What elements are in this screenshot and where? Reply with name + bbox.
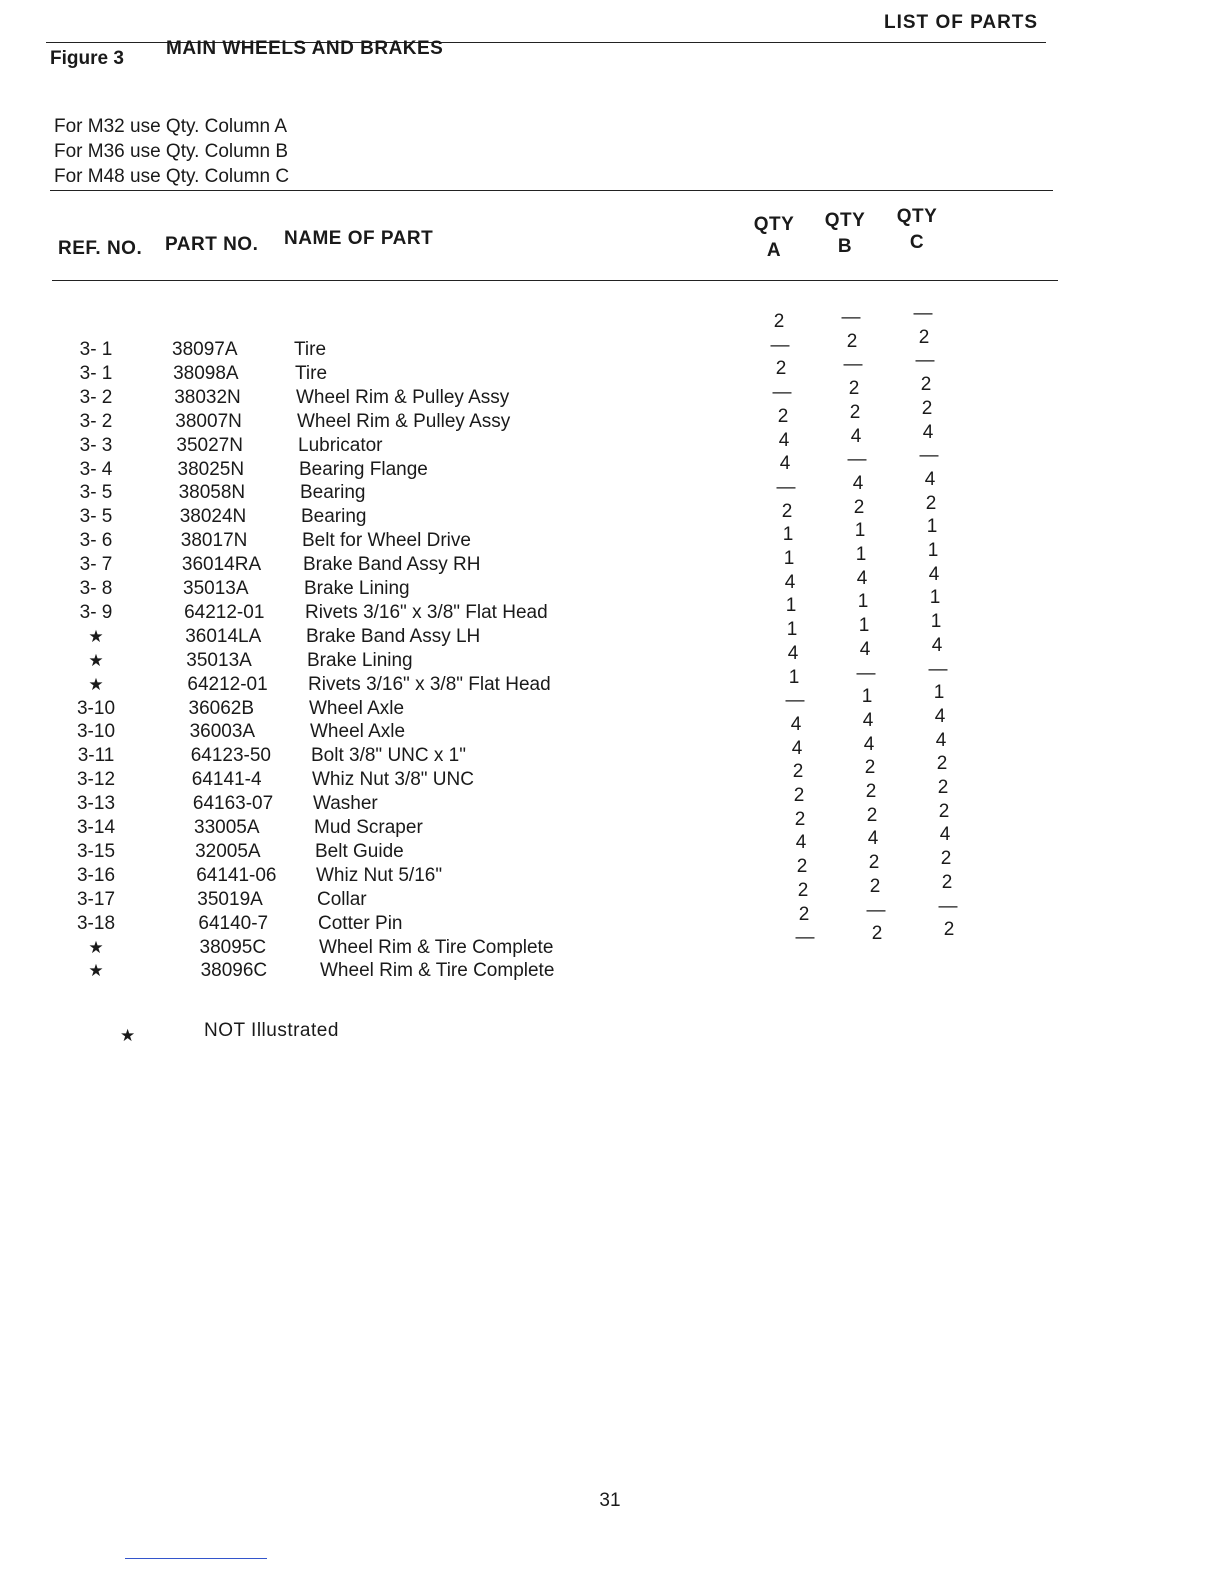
part-name: Belt for Wheel Drive bbox=[302, 530, 471, 552]
part-no: 38095C bbox=[199, 936, 267, 958]
part-name: Brake Band Assy RH bbox=[303, 554, 481, 576]
figure-label: Figure 3 bbox=[50, 48, 124, 69]
qty-a-cell: 1 bbox=[783, 548, 795, 569]
part-name: Collar bbox=[317, 888, 367, 910]
qty-c-cell: 1 bbox=[933, 682, 945, 704]
table-row bbox=[0, 458, 1224, 482]
qty-b-cell: 1 bbox=[854, 520, 866, 542]
part-no: 38097A bbox=[172, 339, 238, 360]
qty-b-cell: 4 bbox=[850, 425, 862, 447]
part-no: 64141-06 bbox=[196, 864, 277, 886]
part-no: 36003A bbox=[189, 721, 256, 743]
qty-b-cell: 2 bbox=[868, 852, 880, 874]
part-no: 36062B bbox=[188, 697, 255, 719]
table-row bbox=[0, 505, 1224, 529]
table-row bbox=[0, 338, 1224, 362]
part-no: 35027N bbox=[176, 434, 243, 456]
part-no: 32005A bbox=[195, 840, 261, 862]
table-row bbox=[0, 410, 1224, 434]
qty-a-cell: 4 bbox=[791, 737, 803, 759]
part-no: 35019A bbox=[197, 888, 263, 910]
name-of-part-header: NAME OF PART bbox=[284, 228, 434, 249]
ref-no: 3- 2 bbox=[79, 410, 113, 432]
part-name: Rivets 3/16" x 3/8" Flat Head bbox=[305, 601, 548, 623]
ref-no: 3- 5 bbox=[79, 482, 113, 504]
qty-b-cell: 2 bbox=[849, 401, 861, 423]
qty-a-cell: — bbox=[772, 382, 792, 404]
part-name: Wheel Rim & Pulley Assy bbox=[296, 386, 510, 408]
part-no: 38058N bbox=[178, 482, 246, 504]
qty-a-cell: 1 bbox=[786, 619, 798, 641]
part-name: Bearing Flange bbox=[299, 458, 428, 480]
part-name: Mud Scraper bbox=[314, 817, 423, 838]
star-icon: ★ bbox=[88, 650, 104, 670]
table-row bbox=[0, 864, 1224, 888]
part-no: 64212-01 bbox=[187, 673, 268, 695]
section-label: LIST OF PARTS bbox=[884, 12, 1039, 33]
qty-b-cell: 4 bbox=[867, 828, 879, 850]
part-name: Tire bbox=[295, 362, 328, 384]
table-row bbox=[0, 481, 1224, 505]
qty-a-cell: — bbox=[776, 476, 796, 498]
qty-a-cell: 1 bbox=[782, 524, 794, 546]
qty-a-cell: 2 bbox=[773, 311, 785, 332]
qty-b-header bbox=[815, 208, 875, 260]
qty-a-cell: 2 bbox=[794, 808, 806, 830]
table-row bbox=[0, 362, 1224, 386]
qty-c-cell: 2 bbox=[920, 374, 932, 396]
ref-no: 3-18 bbox=[76, 912, 116, 934]
qty-c-cell: 2 bbox=[938, 800, 950, 822]
star-icon: ★ bbox=[88, 626, 104, 646]
ref-no-header: REF. NO. bbox=[58, 238, 143, 259]
qty-a-cell: 2 bbox=[775, 358, 787, 380]
part-name: Wheel Axle bbox=[310, 721, 406, 743]
qty-b-cell: — bbox=[866, 899, 886, 921]
part-name: Wheel Rim & Pulley Assy bbox=[297, 410, 511, 432]
qty-b-cell: 1 bbox=[861, 686, 873, 708]
ref-no: 3- 2 bbox=[79, 386, 113, 408]
qty-c-cell: — bbox=[915, 350, 935, 372]
table-row bbox=[0, 577, 1224, 601]
qty-c-cell: — bbox=[919, 445, 939, 467]
qty-a-cell: — bbox=[770, 334, 790, 356]
part-name: Cotter Pin bbox=[318, 912, 403, 934]
table-row bbox=[0, 601, 1224, 625]
part-name: Tire bbox=[294, 339, 327, 360]
qty-b-cell: 2 bbox=[871, 923, 883, 945]
qty-c-cell: 4 bbox=[928, 563, 940, 585]
qty-c-cell: 2 bbox=[936, 753, 948, 775]
qty-a-cell: 4 bbox=[784, 571, 796, 593]
part-no: 64212-01 bbox=[184, 601, 265, 623]
qty-c-cell: 4 bbox=[934, 705, 946, 727]
qty-b-cell: 4 bbox=[862, 709, 874, 731]
qty-c-cell: 4 bbox=[924, 468, 936, 490]
part-name: Brake Lining bbox=[307, 649, 413, 671]
part-name: Whiz Nut 5/16" bbox=[316, 864, 443, 886]
qty-b-cell: — bbox=[847, 449, 867, 471]
part-name: Whiz Nut 3/8" UNC bbox=[312, 769, 474, 791]
ref-no: 3-11 bbox=[77, 745, 115, 767]
qty-a-cell: 2 bbox=[777, 405, 789, 427]
part-no: 33005A bbox=[194, 817, 260, 838]
ref-no: 3- 4 bbox=[79, 458, 113, 480]
part-name: Washer bbox=[313, 793, 378, 815]
qty-a-cell: 4 bbox=[790, 713, 802, 735]
star-icon: ★ bbox=[88, 961, 104, 981]
ref-no: 3- 6 bbox=[79, 530, 113, 552]
part-name: Bolt 3/8" UNC x 1" bbox=[311, 745, 466, 767]
qty-b-cell: 2 bbox=[853, 496, 865, 518]
qty-c-cell: 2 bbox=[937, 777, 949, 798]
table-row bbox=[0, 816, 1224, 840]
part-no: 36014RA bbox=[181, 554, 262, 576]
qty-c-cell: 2 bbox=[921, 397, 933, 419]
qty-c-cell: 2 bbox=[940, 848, 952, 870]
ref-no: 3- 3 bbox=[79, 434, 113, 456]
qty-a-cell: 1 bbox=[788, 666, 800, 688]
ref-no: 3- 7 bbox=[79, 554, 113, 576]
qty-b-cell: 1 bbox=[858, 615, 870, 637]
qty-c-cell: 4 bbox=[935, 729, 947, 751]
table-row bbox=[0, 625, 1224, 649]
qty-column-letter: C bbox=[909, 232, 925, 253]
part-no: 35013A bbox=[183, 578, 249, 599]
model-note: For M36 use Qty. Column B bbox=[54, 141, 289, 162]
qty-a-cell: 2 bbox=[797, 879, 809, 901]
part-no: 64141-4 bbox=[191, 769, 262, 791]
part-name: Wheel Rim & Tire Complete bbox=[320, 960, 555, 982]
qty-a-cell: 2 bbox=[796, 856, 808, 878]
qty-c-cell: 2 bbox=[941, 871, 953, 893]
qty-a-cell: 2 bbox=[793, 785, 805, 806]
table-row bbox=[0, 697, 1224, 721]
ref-no: 3- 8 bbox=[79, 578, 113, 599]
table-row bbox=[0, 529, 1224, 553]
part-no: 38025N bbox=[177, 458, 245, 480]
part-no: 38024N bbox=[179, 506, 247, 528]
ref-no: 3- 5 bbox=[79, 506, 113, 528]
table-row bbox=[0, 649, 1224, 673]
part-no-header: PART NO. bbox=[165, 234, 259, 255]
part-name: Bearing bbox=[301, 506, 367, 528]
qty-b-cell: — bbox=[843, 354, 863, 376]
table-row bbox=[0, 744, 1224, 768]
ref-no: 3- 1 bbox=[79, 362, 113, 384]
qty-c-cell: 1 bbox=[929, 587, 941, 609]
qty-c-cell: 4 bbox=[922, 421, 934, 443]
qty-a-cell: 1 bbox=[785, 595, 797, 617]
qty-c-cell: 2 bbox=[925, 492, 937, 514]
qty-a-cell: 4 bbox=[778, 429, 790, 451]
table-row bbox=[0, 673, 1224, 697]
table-row bbox=[0, 792, 1224, 816]
part-name: Bearing bbox=[300, 482, 366, 504]
table-row bbox=[0, 912, 1224, 936]
part-name: Lubricator bbox=[298, 434, 383, 456]
part-no: 36014LA bbox=[185, 625, 262, 647]
qty-a-cell: 2 bbox=[792, 761, 804, 783]
qty-c-cell: 2 bbox=[918, 326, 930, 348]
qty-c-cell: 1 bbox=[926, 516, 938, 538]
qty-a-cell: 2 bbox=[781, 500, 793, 522]
star-icon: ★ bbox=[120, 1026, 136, 1045]
qty-a-cell: 4 bbox=[779, 453, 791, 475]
qty-b-cell: — bbox=[856, 662, 876, 684]
qty-c-cell: — bbox=[938, 895, 958, 917]
ref-no: 3-13 bbox=[76, 793, 116, 815]
qty-c-cell: — bbox=[928, 658, 948, 680]
ref-no: 3-15 bbox=[76, 840, 116, 862]
part-no: 38032N bbox=[174, 386, 241, 408]
table-row bbox=[0, 936, 1224, 960]
table-row bbox=[0, 553, 1224, 577]
part-no: 38098A bbox=[173, 362, 239, 384]
qty-label: QTY bbox=[896, 206, 938, 227]
part-no: 35013A bbox=[186, 649, 252, 671]
qty-b-cell: 4 bbox=[859, 638, 871, 660]
qty-label: QTY bbox=[824, 210, 866, 231]
qty-b-cell: 2 bbox=[869, 875, 881, 897]
qty-a-cell: 4 bbox=[787, 642, 799, 664]
ref-no: 3- 9 bbox=[79, 601, 113, 623]
qty-label: QTY bbox=[753, 214, 795, 235]
part-no: 64123-50 bbox=[190, 745, 271, 767]
ref-no: 3-12 bbox=[76, 769, 116, 791]
part-no: 38096C bbox=[200, 960, 268, 982]
table-row bbox=[0, 888, 1224, 912]
ref-no: 3-10 bbox=[76, 697, 116, 719]
qty-b-cell: 2 bbox=[864, 757, 876, 779]
qty-b-cell: 1 bbox=[855, 544, 867, 565]
qty-b-cell: 2 bbox=[865, 781, 877, 802]
qty-b-cell: 4 bbox=[863, 733, 875, 755]
part-name: Brake Lining bbox=[304, 578, 410, 599]
ref-no: 3-10 bbox=[76, 721, 116, 743]
qty-b-cell: 4 bbox=[856, 567, 868, 589]
qty-b-cell: 2 bbox=[866, 804, 878, 826]
qty-c-cell: — bbox=[913, 303, 933, 324]
part-name: Wheel Axle bbox=[309, 697, 405, 719]
qty-a-cell: — bbox=[785, 690, 805, 712]
page-number: 31 bbox=[599, 1490, 621, 1511]
qty-a-cell: 2 bbox=[798, 903, 810, 925]
part-name: Wheel Rim & Tire Complete bbox=[319, 936, 554, 958]
part-name: Rivets 3/16" x 3/8" Flat Head bbox=[308, 673, 551, 695]
footnote-text: NOT Illustrated bbox=[204, 1020, 339, 1041]
qty-c-cell: 4 bbox=[931, 634, 943, 656]
star-icon: ★ bbox=[88, 674, 104, 694]
qty-a-header bbox=[744, 212, 804, 264]
table-row bbox=[0, 959, 1224, 983]
qty-c-cell: 1 bbox=[930, 611, 942, 633]
part-name: Belt Guide bbox=[315, 840, 404, 862]
qty-b-cell: 2 bbox=[848, 378, 860, 400]
qty-b-cell: — bbox=[841, 307, 861, 328]
part-name: Brake Band Assy LH bbox=[306, 625, 481, 647]
ref-no: 3-16 bbox=[76, 864, 116, 886]
model-note: For M48 use Qty. Column C bbox=[54, 166, 290, 187]
ref-no: 3- 1 bbox=[79, 339, 113, 360]
qty-c-cell: 1 bbox=[927, 540, 939, 561]
bottom-divider bbox=[125, 1558, 267, 1559]
table-row bbox=[0, 840, 1224, 864]
qty-column-letter: A bbox=[766, 240, 782, 261]
ref-no: 3-14 bbox=[76, 817, 116, 838]
star-icon: ★ bbox=[88, 937, 104, 957]
qty-column-letter: B bbox=[837, 236, 853, 257]
qty-c-cell: 2 bbox=[943, 919, 955, 941]
table-row bbox=[0, 434, 1224, 458]
part-no: 64140-7 bbox=[198, 912, 269, 934]
qty-a-cell: — bbox=[795, 927, 815, 949]
qty-b-cell: 4 bbox=[852, 472, 864, 494]
part-no: 38007N bbox=[175, 410, 242, 432]
table-header-rule bbox=[52, 280, 1058, 281]
model-note: For M32 use Qty. Column A bbox=[54, 116, 288, 137]
ref-no: 3-17 bbox=[76, 888, 116, 910]
table-row bbox=[0, 386, 1224, 410]
qty-c-header bbox=[887, 204, 947, 256]
part-no: 38017N bbox=[180, 530, 248, 552]
table-row bbox=[0, 720, 1224, 744]
qty-b-cell: 2 bbox=[846, 330, 858, 352]
table-row bbox=[0, 768, 1224, 792]
table-top-rule bbox=[50, 190, 1053, 191]
qty-a-cell: 4 bbox=[795, 832, 807, 854]
qty-b-cell: 1 bbox=[857, 591, 869, 613]
part-no: 64163-07 bbox=[192, 793, 274, 815]
qty-c-cell: 4 bbox=[939, 824, 951, 846]
figure-title: MAIN WHEELS AND BRAKES bbox=[166, 38, 444, 59]
